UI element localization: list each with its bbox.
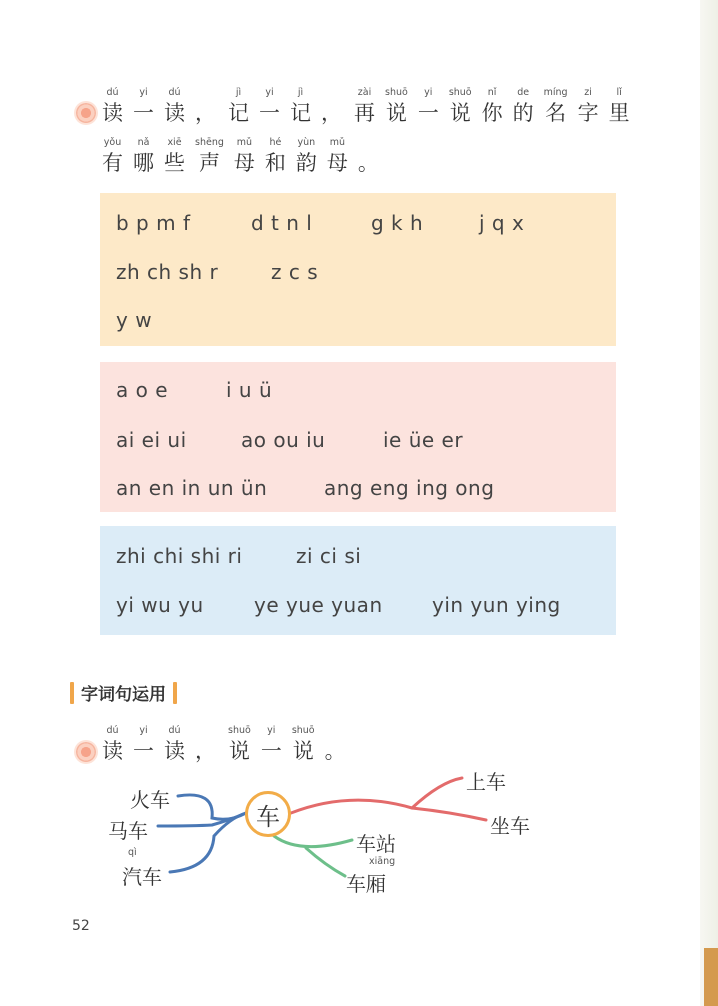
hanzi-with-pinyin (609, 86, 630, 126)
section-bar-right (173, 682, 177, 704)
pinyin: dú (106, 725, 119, 736)
hanzi-with-pinyin (133, 724, 154, 764)
page-edge (700, 0, 718, 1006)
instruction-line-1 (102, 86, 640, 126)
hanzi: 说 (449, 101, 471, 125)
hanzi: 读 (164, 101, 185, 125)
hanzi-with-pinyin (482, 86, 503, 126)
hanzi: 记 (290, 101, 311, 125)
hanzi: 哪 (133, 151, 154, 175)
hanzi-with-pinyin (234, 136, 255, 176)
pinyin: nǐ (487, 87, 497, 98)
vowel-row (116, 428, 463, 452)
vowel-row (116, 476, 494, 500)
hanzi: 再 (354, 101, 375, 125)
hanzi-with-pinyin (228, 86, 249, 126)
word-right-top: 坐车 (490, 814, 530, 838)
pinyin: shuō (291, 725, 315, 736)
hanzi: 母 (326, 151, 348, 175)
pinyin: mǔ (236, 137, 253, 148)
pinyin: yǒu (103, 137, 122, 148)
hanzi-with-pinyin (292, 724, 315, 764)
pinyin: shuō (385, 87, 408, 98)
pinyin: zài (357, 87, 372, 98)
hanzi: 说 (228, 739, 250, 763)
hanzi-with-pinyin (418, 86, 439, 126)
word-left: 马车 (108, 819, 148, 843)
word-right-bottom: 车厢 (346, 872, 386, 896)
pinyin: nǎ (137, 137, 150, 148)
pinyin: yi (139, 87, 148, 98)
pinyin: dú (168, 725, 181, 736)
hanzi: 一 (259, 101, 280, 125)
branch-right-line (412, 808, 486, 820)
pinyin: zi (584, 87, 592, 98)
sun-icon (76, 742, 96, 762)
pinyin: yùn (297, 137, 316, 148)
hanzi: 的 (512, 101, 534, 125)
hanzi: 。 (357, 151, 379, 175)
hanzi-with-pinyin (102, 724, 123, 764)
consonant-group: d t n l (251, 211, 313, 235)
hanzi: 和 (264, 151, 286, 175)
consonant-group: zh ch sh r (116, 260, 219, 284)
hanzi: 你 (481, 101, 503, 125)
hanzi-with-pinyin (259, 86, 280, 126)
hanzi: 读 (102, 739, 123, 763)
word-right-top: 上车 (466, 770, 506, 794)
pinyin: hé (269, 137, 282, 148)
hanzi: 有 (102, 151, 123, 175)
word-pinyin: xiāng (369, 856, 396, 867)
consonants-box (100, 193, 616, 346)
branch-left-line (170, 813, 246, 872)
pinyin: jì (297, 87, 304, 98)
syllable-group: yi wu yu (116, 593, 204, 617)
punctuation (358, 136, 379, 176)
pinyin: dú (106, 87, 119, 98)
hanzi: 母 (233, 151, 255, 175)
sun-icon (76, 103, 96, 123)
vowel-group: an en in un ün (116, 476, 268, 500)
branch-right-line (291, 778, 462, 813)
instruction-line-3 (102, 724, 358, 764)
pinyin: shēng (195, 137, 224, 148)
page-number: 52 (72, 918, 90, 934)
hanzi: 读 (164, 739, 185, 763)
hanzi: 里 (608, 101, 630, 125)
hanzi-with-pinyin (290, 86, 311, 126)
pinyin: yi (265, 87, 274, 98)
hanzi: 名 (545, 101, 567, 125)
vowel-group: i u ü (226, 378, 273, 402)
hanzi: ， (321, 101, 342, 125)
branch-left-line (178, 795, 246, 819)
hanzi-with-pinyin (296, 136, 317, 176)
hanzi: 些 (164, 151, 185, 175)
hanzi: ， (195, 739, 216, 763)
pinyin: de (517, 87, 530, 98)
hanzi: 声 (198, 151, 220, 175)
section-title: 字词句运用 (81, 685, 166, 705)
syllable-group: yin yun ying (432, 593, 561, 617)
pinyin: shuō (448, 87, 472, 98)
hanzi: 韵 (295, 151, 317, 175)
center-word-circle: 车 (245, 791, 291, 837)
pinyin: dú (168, 87, 181, 98)
hanzi-with-pinyin (265, 136, 286, 176)
consonant-group: j q x (479, 211, 525, 235)
pinyin: lǐ (616, 87, 622, 98)
vowel-group: ai ei ui (116, 428, 187, 452)
word-left: 汽车 (122, 865, 162, 889)
consonant-group: b p m f (116, 211, 191, 235)
hanzi-with-pinyin (544, 86, 568, 126)
consonant-group: y w (116, 308, 153, 332)
vowel-group: ie üe er (383, 428, 464, 452)
pinyin: shuō (228, 725, 251, 736)
branch-left-line (158, 813, 246, 826)
syllable-row (116, 593, 561, 617)
hanzi: 一 (133, 739, 154, 763)
syllable-group: ye yue yuan (254, 593, 383, 617)
hanzi-with-pinyin (354, 86, 375, 126)
hanzi-with-pinyin (133, 136, 154, 176)
section-bar-left (70, 682, 74, 704)
word-right-bottom: 车站 (356, 832, 396, 856)
hanzi-with-pinyin (327, 136, 348, 176)
hanzi-with-pinyin (195, 136, 224, 176)
hanzi: 一 (133, 101, 154, 125)
word-pinyin: qì (128, 847, 137, 858)
syllable-group: zi ci si (296, 544, 362, 568)
consonant-group: g k h (371, 211, 424, 235)
pinyin: míng (543, 87, 568, 98)
hanzi-with-pinyin (228, 724, 251, 764)
hanzi-with-pinyin (102, 86, 123, 126)
hanzi-with-pinyin (102, 136, 123, 176)
word-left: 火车 (130, 788, 170, 812)
pinyin: yi (424, 87, 433, 98)
hanzi-with-pinyin (578, 86, 599, 126)
punctuation (195, 86, 216, 126)
whole-syllables-box (100, 526, 616, 635)
hanzi-with-pinyin (513, 86, 534, 126)
vowels-box (100, 362, 616, 512)
hanzi: 说 (292, 739, 314, 763)
consonant-row (116, 211, 524, 235)
pinyin: yi (267, 725, 276, 736)
hanzi: 字 (577, 101, 599, 125)
vowel-row (116, 378, 272, 402)
syllable-group: zhi chi shi ri (116, 544, 243, 568)
punctuation (325, 724, 346, 764)
hanzi: 读 (102, 101, 123, 125)
hanzi-with-pinyin (133, 86, 154, 126)
section-heading (70, 680, 177, 705)
pinyin: yi (139, 725, 148, 736)
hanzi: 说 (385, 101, 407, 125)
branch-right-line (274, 836, 352, 847)
branch-right-line (306, 848, 345, 876)
hanzi: 记 (228, 101, 249, 125)
hanzi-with-pinyin (164, 136, 185, 176)
hanzi-with-pinyin (449, 86, 472, 126)
syllable-row (116, 544, 361, 568)
hanzi-with-pinyin (385, 86, 408, 126)
hanzi-with-pinyin (261, 724, 282, 764)
consonant-group: z c s (271, 260, 319, 284)
instruction-line-2 (102, 136, 391, 176)
consonant-row (116, 260, 318, 284)
hanzi-with-pinyin (164, 724, 185, 764)
pinyin: mǔ (329, 137, 346, 148)
hanzi: ， (195, 101, 216, 125)
page-edge-tab (704, 948, 718, 1006)
vowel-group: ao ou iu (241, 428, 326, 452)
hanzi: 一 (260, 739, 282, 763)
punctuation (321, 86, 342, 126)
hanzi-with-pinyin (164, 86, 185, 126)
vowel-group: ang eng ing ong (324, 476, 495, 500)
vowel-group: a o e (116, 378, 169, 402)
pinyin: xiē (167, 137, 182, 148)
punctuation (195, 724, 216, 764)
hanzi: 。 (324, 739, 346, 763)
hanzi: 一 (417, 101, 439, 125)
consonant-row (116, 308, 152, 332)
pinyin: jì (235, 87, 242, 98)
